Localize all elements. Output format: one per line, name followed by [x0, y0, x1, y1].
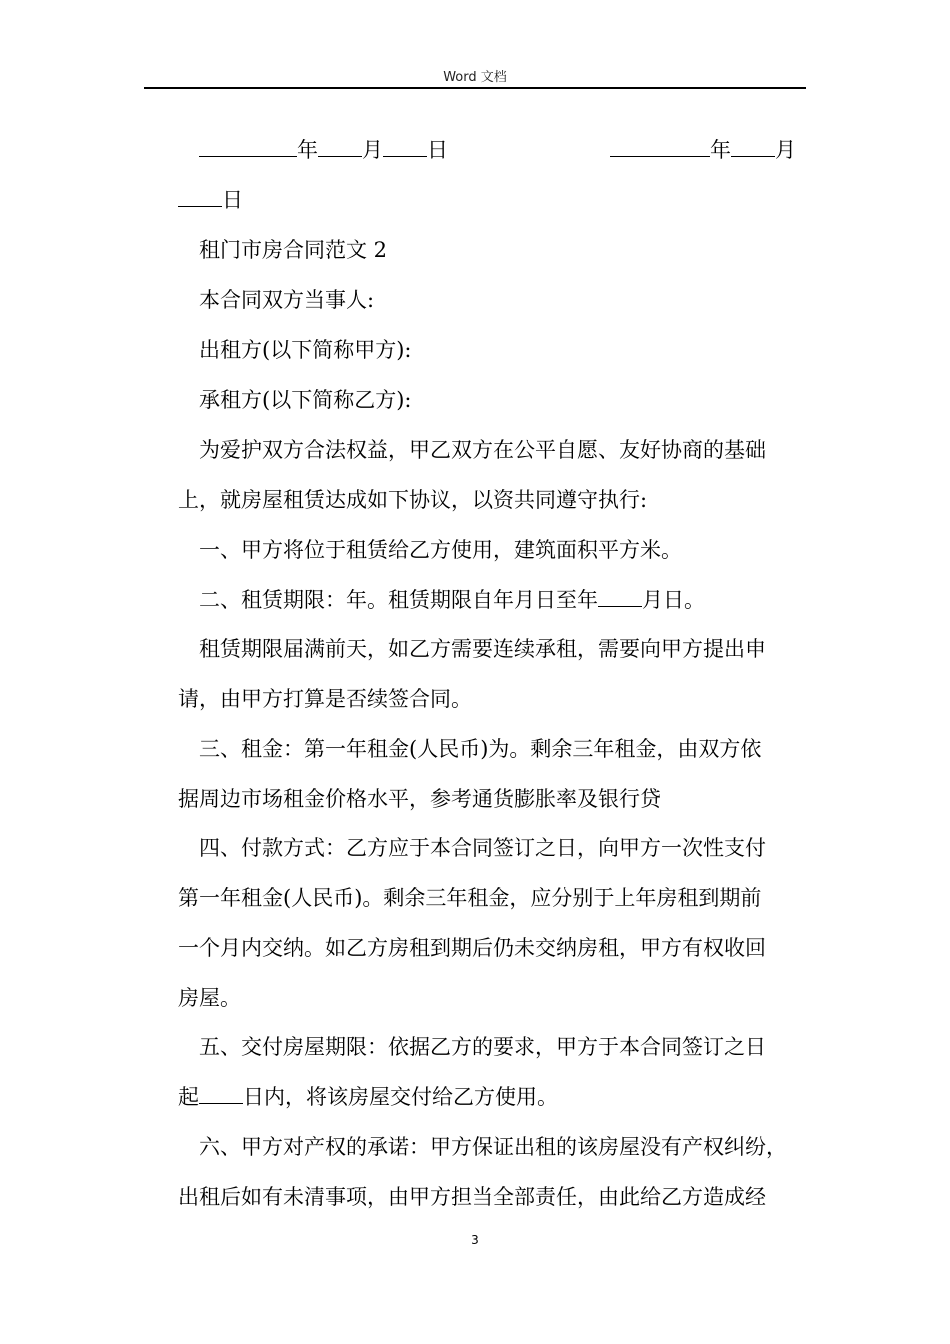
clause-3-line: 三、租金：第一年租金(人民币)为。剩余三年租金，由双方依: [199, 737, 762, 761]
days-blank[interactable]: [199, 1085, 243, 1104]
clause-5-line: 起 日内，将该房屋交付给乙方使用。: [178, 1085, 558, 1109]
year-label: 年: [710, 138, 731, 162]
clause-6-line: 六、甲方对产权的承诺：甲方保证出租的该房屋没有产权纠纷，: [199, 1135, 787, 1159]
lessor-line: 出租方(以下简称甲方):: [199, 338, 412, 362]
day-blank[interactable]: [383, 138, 427, 157]
lessee-line: 承租方(以下简称乙方):: [199, 388, 412, 412]
clause-4-line: 四、付款方式：乙方应于本合同签订之日，向甲方一次性支付: [199, 836, 766, 860]
year-label: 年: [297, 138, 318, 162]
clause-2-renewal-line: 请，由甲方打算是否续签合同。: [178, 687, 472, 711]
clause-1: 一、甲方将位于租赁给乙方使用，建筑面积平方米。: [199, 538, 682, 562]
intro-paragraph-line: 上，就房屋租赁达成如下协议，以资共同遵守执行:: [178, 488, 648, 512]
signature-date-line-wrap: [178, 187, 243, 213]
month-label: 月: [775, 138, 796, 162]
page-header: Word 文档: [443, 70, 507, 85]
intro-paragraph-line: 为爱护双方合法权益，甲乙双方在公平自愿、友好协商的基础: [199, 438, 766, 462]
year-blank[interactable]: [610, 138, 710, 157]
signature-date-line: [199, 137, 448, 163]
signature-date-line-right: [610, 137, 796, 163]
page-number: 3: [471, 1233, 479, 1247]
month-label: 月: [362, 138, 383, 162]
month-blank[interactable]: [598, 588, 642, 607]
month-blank[interactable]: [731, 138, 775, 157]
clause-4-line: 一个月内交纳。如乙方房租到期后仍未交纳房租，甲方有权收回: [178, 936, 766, 960]
day-label: 日: [427, 138, 448, 162]
month-blank[interactable]: [318, 138, 362, 157]
clause-2-renewal-line: 租赁期限届满前天，如乙方需要连续承租，需要向甲方提出申: [199, 637, 766, 661]
parties-heading: 本合同双方当事人:: [199, 288, 375, 312]
document-title: 租门市房合同范文 2: [199, 238, 388, 262]
clause-6-line: 出租后如有未清事项，由甲方担当全部责任，由此给乙方造成经: [178, 1185, 766, 1209]
clause-4-line: 房屋。: [178, 986, 241, 1010]
clause-3-line: 据周边市场租金价格水平，参考通货膨胀率及银行贷: [178, 787, 661, 811]
header-divider: [144, 87, 806, 89]
clause-5-line: 五、交付房屋期限：依据乙方的要求，甲方于本合同签订之日: [199, 1035, 766, 1059]
year-blank[interactable]: [199, 138, 297, 157]
clause-4-line: 第一年租金(人民币)。剩余三年租金，应分别于上年房租到期前: [178, 886, 762, 910]
day-label: 日: [222, 188, 243, 212]
day-blank[interactable]: [178, 188, 222, 207]
clause-2: 二、租赁期限：年。租赁期限自年月日至年 月日。: [199, 588, 705, 612]
